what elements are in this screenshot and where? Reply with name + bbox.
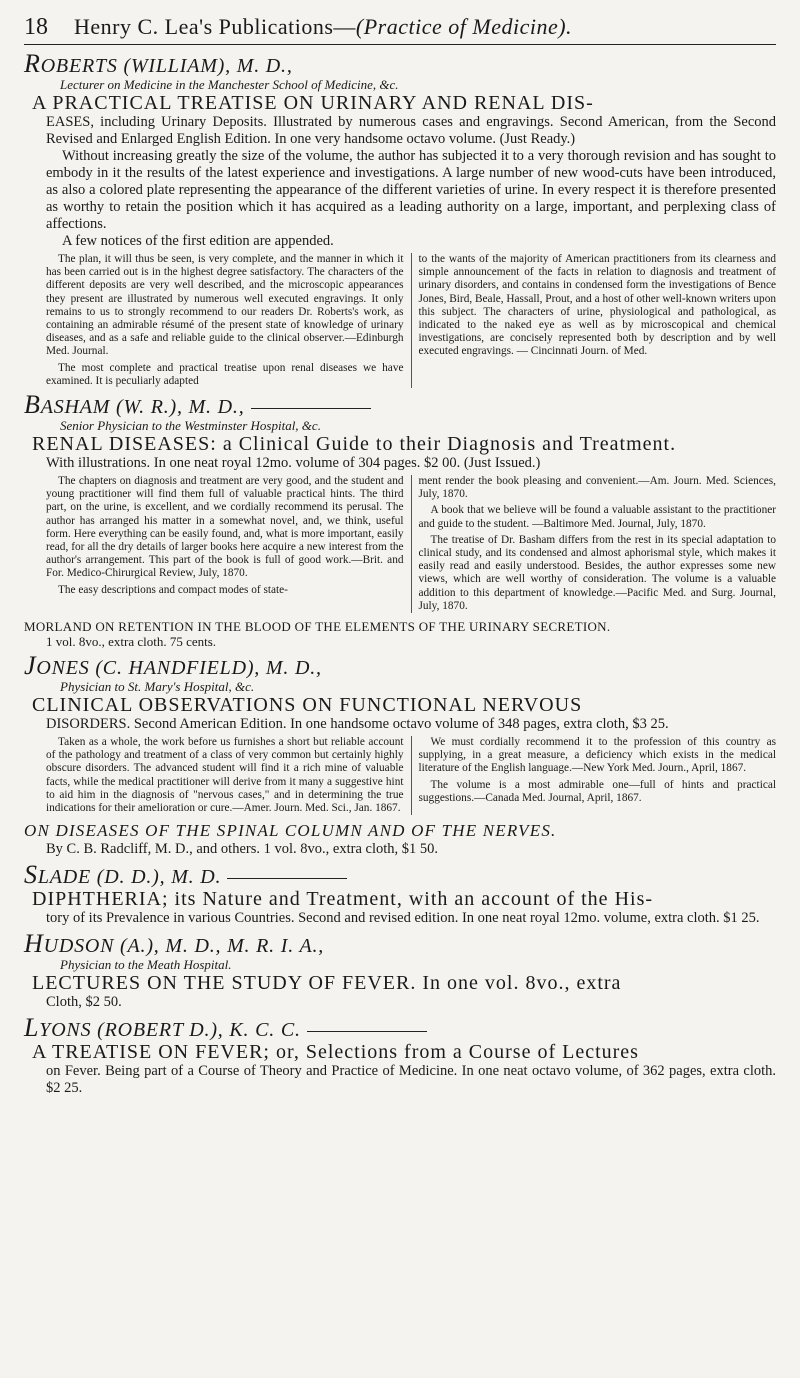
review-quote: to the wants of the majority of American practitioners from its clearness and simple announcement of the facts in relation to diagnosis and treatment of urinary disorders, and contains in condensed form the investigations of Bence Jones, Bird, Beale, Hassall, Prout, and a host of other well-known writers upon this subject. The characters of urine, physiological and pathological, as indicated to the naked eye as well as by microscopical and chemical investigations, are concisely represented both by description and by well executed engravings. — Cincinnati Journ. of Med. — [418, 253, 776, 358]
divider-rule — [251, 408, 371, 409]
divider-rule — [307, 1031, 427, 1032]
author-name: ROBERTS (WILLIAM), M. D., — [24, 49, 293, 78]
review-quote: The most complete and practical treatise upon renal diseases we have examined. It is peculiarly adapted — [46, 361, 404, 387]
book-note: By C. B. Radcliff, M. D., and others. 1 vol. 8vo., extra cloth, $1 50. — [46, 841, 438, 858]
review-quote: Taken as a whole, the work before us furnishes a short but reliable account of the pathology and treatment of a class of very common but certainly highly obscure disorders. The advanced student will find it a rich mine of valuable facts, while the medical practitioner will derive from it many a suggestive hint to aid him in the diagnosis of "nervous cases," and in determining the true indications for their amelioration or cure.—Amer. Journ. Med. Sci., Jan. 1867. — [46, 736, 404, 815]
book-description: on Fever. Being part of a Course of Theory and Practice of Medicine. In one neat octavo volume, of 362 pages, extra cloth. $2 25. — [46, 1063, 776, 1097]
review-column-left — [46, 253, 412, 388]
entry-morland — [24, 619, 776, 649]
review-quote: A book that we believe will be found a valuable assistant to the practitioner and guide to the student. —Baltimore Med. Journal, July, 1870. — [418, 504, 776, 530]
author-name — [24, 390, 776, 420]
running-title — [74, 14, 572, 40]
author-name-text: SLADE (D. D.), M. D. — [24, 860, 222, 890]
author-name: HUDSON (A.), M. D., M. R. I. A., — [24, 929, 325, 959]
book-title: LECTURES ON THE STUDY OF FEVER. In one vol. 8vo., extra — [32, 972, 622, 995]
book-description: Cloth, $2 50. — [46, 994, 122, 1011]
review-quote: The chapters on diagnosis and treatment are very good, and the student and young practitioner will find them full of valuable practical hints. The third part, on the urine, is excellent, and we cordially recommend its perusal. The author has arranged his matter in a somewhat novel, and, we think, useful form. Here everything can be easily found, and, what is more important, easily read, for all the dry details of larger books here acquire a new interest from the author's arrangement. This part of the book is full of good work.—Brit. and For. Medico-Chirurgical Review, July, 1870. — [46, 475, 404, 580]
divider-rule — [227, 878, 347, 879]
book-title: CLINICAL OBSERVATIONS ON FUNCTIONAL NERVOUS — [32, 694, 583, 717]
author-affiliation: Senior Physician to the Westminster Hospital, &c. — [60, 418, 321, 434]
entry-lyons — [24, 1013, 776, 1097]
book-paragraph: Without increasing greatly the size of the volume, the author has subjected it to a very thorough revision and has sought to embody in it the results of the latest experience and investigations. A large number of new wood-cuts have been introduced, as also a colored plate representing the appearance of the different varieties of urine. In every respect it is therefore presented as worthy to retain the position which it has acquired as a leading authority on a large, important, and perplexing class of affections. — [46, 148, 776, 232]
book-paragraph: A few notices of the first edition are appended. — [62, 233, 334, 249]
entry-hudson — [24, 929, 776, 1011]
review-quote: The volume is a most admirable one—full of hints and practical suggestions.—Canada Med. Journal, April, 1867. — [418, 778, 776, 804]
entry-spinal — [24, 821, 776, 858]
book-title: DIPHTHERIA; its Nature and Treatment, with an account of the His- — [32, 888, 654, 911]
review-column-right — [412, 253, 777, 388]
review-column-right — [412, 736, 777, 815]
review-quote: The plan, it will thus be seen, is very complete, and the manner in which it has been carried out is in the highest degree satisfactory. The characters of the different deposits are very well described, and the microscopic appearances they present are illustrated by numerous well executed engravings. It only remains to us to strongly recommend to our readers Dr. Roberts's work, as containing an admirable résumé of the present state of knowledge of urinary diseases, and as a safe and reliable guide to the clinical observer.—Edinburgh Med. Journal. — [46, 253, 404, 358]
page-number: 18 — [24, 14, 48, 40]
book-title: A TREATISE ON FEVER; or, Selections from a Course of Lectures — [32, 1041, 639, 1064]
book-description: With illustrations. In one neat royal 12mo. volume of 304 pages. $2 00. (Just Issued.) — [46, 455, 541, 472]
book-note: 1 vol. 8vo., extra cloth. 75 cents. — [46, 634, 217, 650]
author-affiliation: Physician to St. Mary's Hospital, &c. — [60, 679, 255, 695]
review-columns — [46, 736, 776, 815]
review-columns — [46, 253, 776, 388]
review-quote: The easy descriptions and compact modes of state- — [58, 583, 288, 596]
entry-slade — [24, 860, 776, 927]
section-title: (Practice of Medicine). — [355, 14, 573, 39]
entry-basham — [24, 390, 776, 613]
book-title: A PRACTICAL TREATISE ON URINARY AND RENAL DIS- — [32, 92, 594, 114]
book-description: EASES, including Urinary Deposits. Illustrated by numerous cases and engravings. Second American, from the Second Revised and Enlarged English Edition. In one very handsome octavo volume. (Just Ready.) — [46, 114, 776, 147]
review-quote: The treatise of Dr. Basham differs from the rest in its special adaptation to clinical study, and its condensed and almost aphorismal style, which makes it easily read and easily understood. Besides, the author expresses some new views, which are well worthy of consideration. The volume is a valuable addition to this department of knowledge.—Pacific Med. and Surg. Journal, July, 1870. — [418, 533, 776, 612]
book-description: DISORDERS. Second American Edition. In one handsome octavo volume of 348 pages, extra cloth, $3 25. — [46, 716, 669, 733]
author-name-text: BASHAM (W. R.), M. D., — [24, 390, 245, 420]
book-description: tory of its Prevalence in various Countries. Second and revised edition. In one neat royal 12mo. volume, extra cloth. $1 25. — [46, 910, 760, 927]
review-quote: We must cordially recommend it to the profession of this country as supplying, in a great measure, a deficiency which exists in the medical literature of the English language.—New York Med. Journ., April, 1867. — [418, 736, 776, 775]
review-quote: ment render the book pleasing and convenient.—Am. Journ. Med. Sciences, July, 1870. — [418, 475, 776, 501]
publisher-title: Henry C. Lea's Publications— — [74, 14, 356, 39]
author-name-text: LYONS (ROBERT D.), K. C. C. — [24, 1013, 301, 1043]
running-head — [24, 14, 776, 45]
book-title: MORLAND ON RETENTION IN THE BLOOD OF THE ELEMENTS OF THE URINARY SECRETION. — [24, 619, 611, 635]
author-name: JONES (C. HANDFIELD), M. D., — [24, 651, 322, 681]
page — [24, 14, 776, 1097]
author-affiliation: Physician to the Meath Hospital. — [60, 957, 232, 973]
author-name — [24, 860, 776, 890]
entry-roberts — [24, 49, 776, 388]
author-name — [24, 1013, 776, 1043]
review-column-left — [46, 475, 412, 613]
book-title: RENAL DISEASES: a Clinical Guide to their Diagnosis and Treatment. — [32, 433, 677, 456]
review-column-right — [412, 475, 777, 613]
entry-jones — [24, 651, 776, 815]
book-title: ON DISEASES OF THE SPINAL COLUMN AND OF THE NERVES. — [24, 821, 557, 841]
author-affiliation: Lecturer on Medicine in the Manchester School of Medicine, &c. — [60, 77, 399, 92]
review-columns — [46, 475, 776, 613]
review-column-left — [46, 736, 412, 815]
